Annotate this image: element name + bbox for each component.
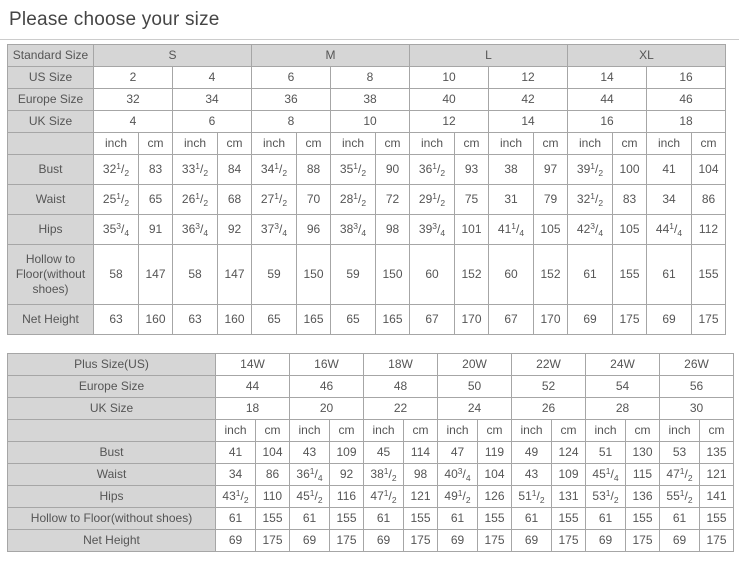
measurement-value-cell: 72 <box>376 185 410 215</box>
measurement-row-label: Hollow to Floor(without shoes) <box>8 245 94 305</box>
unit-cell: cm <box>297 133 331 155</box>
europe-size-cell: 38 <box>331 89 410 111</box>
measurement-value-cell: $36^1/_2$ <box>410 155 455 185</box>
measurement-value-cell: $27^1/_2$ <box>252 185 297 215</box>
measurement-value-cell: $32^1/_2$ <box>94 155 139 185</box>
measurement-value-cell: 43 <box>512 464 552 486</box>
measurement-value-cell: $29^1/_2$ <box>410 185 455 215</box>
measurement-value-cell: 86 <box>256 464 290 486</box>
measurement-value-cell: 155 <box>613 245 647 305</box>
measurement-value-cell: 92 <box>330 464 364 486</box>
uk-size-cell: 16 <box>568 111 647 133</box>
measurement-value-cell: 63 <box>94 305 139 335</box>
measurement-value-cell: 70 <box>297 185 331 215</box>
measurement-value-cell: $36^3/_4$ <box>173 215 218 245</box>
measurement-value-cell: 155 <box>330 508 364 530</box>
measurement-row-label: Hips <box>8 486 216 508</box>
measurement-row-label: Bust <box>8 442 216 464</box>
measurement-value-cell: 160 <box>218 305 252 335</box>
corner-cell <box>8 133 94 155</box>
measurement-value-cell: 175 <box>613 305 647 335</box>
measurement-value-cell: $47^1/_2$ <box>660 464 700 486</box>
europe-size-cell: 48 <box>364 376 438 398</box>
uk-size-row-label: UK Size <box>8 111 94 133</box>
measurement-value-cell: 175 <box>256 530 290 552</box>
us-size-cell: 16 <box>647 67 726 89</box>
measurement-value-cell: $34^1/_2$ <box>252 155 297 185</box>
size-chart-page <box>0 9 739 552</box>
europe-size-cell: 34 <box>173 89 252 111</box>
measurement-value-cell: 175 <box>692 305 726 335</box>
measurement-value-cell: $35^1/_2$ <box>331 155 376 185</box>
measurement-value-cell: 61 <box>568 245 613 305</box>
measurement-value-cell: 79 <box>534 185 568 215</box>
measurement-value-cell: 60 <box>410 245 455 305</box>
europe-size-cell: 52 <box>512 376 586 398</box>
uk-size-cell: 22 <box>364 398 438 420</box>
unit-cell: cm <box>218 133 252 155</box>
measurement-value-cell: 61 <box>647 245 692 305</box>
unit-cell: inch <box>568 133 613 155</box>
measurement-value-cell: 67 <box>489 305 534 335</box>
measurement-value-cell: 69 <box>568 305 613 335</box>
uk-size-cell: 24 <box>438 398 512 420</box>
measurement-value-cell: 65 <box>139 185 173 215</box>
measurement-value-cell: $26^1/_2$ <box>173 185 218 215</box>
unit-cell: cm <box>455 133 489 155</box>
measurement-row-label: Net Height <box>8 530 216 552</box>
measurement-value-cell: 105 <box>534 215 568 245</box>
measurement-value-cell: 115 <box>626 464 660 486</box>
uk-size-cell: 10 <box>331 111 410 133</box>
europe-size-cell: 42 <box>489 89 568 111</box>
unit-cell: cm <box>478 420 512 442</box>
size-group-cell: S <box>94 45 252 67</box>
measurement-value-cell: 155 <box>692 245 726 305</box>
europe-size-cell: 32 <box>94 89 173 111</box>
measurement-value-cell: 60 <box>489 245 534 305</box>
plus-size-cell: 18W <box>364 354 438 376</box>
unit-cell: inch <box>438 420 478 442</box>
measurement-value-cell: 69 <box>647 305 692 335</box>
plus-size-cell: 20W <box>438 354 512 376</box>
measurement-value-cell: 49 <box>512 442 552 464</box>
unit-cell: cm <box>376 133 410 155</box>
measurement-value-cell: 83 <box>613 185 647 215</box>
measurement-value-cell: 68 <box>218 185 252 215</box>
measurement-value-cell: $33^1/_2$ <box>173 155 218 185</box>
us-size-cell: 14 <box>568 67 647 89</box>
measurement-value-cell: $32^1/_2$ <box>568 185 613 215</box>
measurement-value-cell: 147 <box>218 245 252 305</box>
measurement-value-cell: 96 <box>297 215 331 245</box>
unit-cell: cm <box>139 133 173 155</box>
measurement-value-cell: 91 <box>139 215 173 245</box>
plus-size-table <box>7 353 734 552</box>
measurement-value-cell: 75 <box>455 185 489 215</box>
measurement-value-cell: 152 <box>455 245 489 305</box>
measurement-value-cell: $38^1/_2$ <box>364 464 404 486</box>
measurement-value-cell: 175 <box>330 530 364 552</box>
uk-size-cell: 28 <box>586 398 660 420</box>
measurement-row-label: Bust <box>8 155 94 185</box>
unit-cell: inch <box>94 133 139 155</box>
uk-size-cell: 30 <box>660 398 734 420</box>
europe-size-cell: 46 <box>290 376 364 398</box>
us-size-cell: 10 <box>410 67 489 89</box>
unit-cell: inch <box>364 420 404 442</box>
unit-cell: inch <box>410 133 455 155</box>
measurement-value-cell: 69 <box>364 530 404 552</box>
measurement-value-cell: 119 <box>478 442 512 464</box>
uk-size-cell: 14 <box>489 111 568 133</box>
measurement-value-cell: $47^1/_2$ <box>364 486 404 508</box>
us-size-row-label: US Size <box>8 67 94 89</box>
measurement-value-cell: 61 <box>290 508 330 530</box>
us-size-cell: 8 <box>331 67 410 89</box>
europe-size-cell: 44 <box>216 376 290 398</box>
measurement-value-cell: 155 <box>404 508 438 530</box>
measurement-value-cell: 147 <box>139 245 173 305</box>
uk-size-cell: 12 <box>410 111 489 133</box>
measurement-value-cell: $44^1/_4$ <box>647 215 692 245</box>
measurement-value-cell: $36^1/_4$ <box>290 464 330 486</box>
measurement-value-cell: 65 <box>252 305 297 335</box>
uk-size-cell: 26 <box>512 398 586 420</box>
measurement-value-cell: 31 <box>489 185 534 215</box>
corner-cell <box>8 420 216 442</box>
measurement-value-cell: 59 <box>252 245 297 305</box>
measurement-value-cell: $38^3/_4$ <box>331 215 376 245</box>
size-group-cell: L <box>410 45 568 67</box>
measurement-value-cell: 88 <box>297 155 331 185</box>
europe-size-cell: 46 <box>647 89 726 111</box>
measurement-value-cell: $39^1/_2$ <box>568 155 613 185</box>
measurement-value-cell: 160 <box>139 305 173 335</box>
measurement-value-cell: 69 <box>586 530 626 552</box>
unit-cell: inch <box>252 133 297 155</box>
plus-size-cell: 22W <box>512 354 586 376</box>
unit-cell: cm <box>692 133 726 155</box>
unit-cell: inch <box>512 420 552 442</box>
measurement-value-cell: 112 <box>692 215 726 245</box>
measurement-value-cell: 165 <box>297 305 331 335</box>
measurement-value-cell: 109 <box>330 442 364 464</box>
measurement-value-cell: 121 <box>700 464 734 486</box>
measurement-value-cell: 63 <box>173 305 218 335</box>
uk-size-cell: 18 <box>647 111 726 133</box>
measurement-value-cell: $25^1/_2$ <box>94 185 139 215</box>
plus-size-cell: 16W <box>290 354 364 376</box>
unit-cell: cm <box>552 420 586 442</box>
unit-cell: cm <box>256 420 290 442</box>
unit-cell: cm <box>613 133 647 155</box>
unit-cell: inch <box>489 133 534 155</box>
uk-size-cell: 4 <box>94 111 173 133</box>
measurement-value-cell: 69 <box>438 530 478 552</box>
unit-cell: cm <box>534 133 568 155</box>
measurement-value-cell: 67 <box>410 305 455 335</box>
measurement-value-cell: 135 <box>700 442 734 464</box>
measurement-value-cell: $39^3/_4$ <box>410 215 455 245</box>
measurement-value-cell: 61 <box>586 508 626 530</box>
measurement-value-cell: 41 <box>647 155 692 185</box>
measurement-value-cell: 97 <box>534 155 568 185</box>
unit-cell: inch <box>647 133 692 155</box>
measurement-value-cell: 90 <box>376 155 410 185</box>
measurement-value-cell: 155 <box>552 508 586 530</box>
measurement-value-cell: 69 <box>660 530 700 552</box>
measurement-value-cell: 121 <box>404 486 438 508</box>
measurement-value-cell: 131 <box>552 486 586 508</box>
measurement-value-cell: $40^3/_4$ <box>438 464 478 486</box>
uk-size-cell: 20 <box>290 398 364 420</box>
measurement-value-cell: $55^1/_2$ <box>660 486 700 508</box>
europe-size-cell: 56 <box>660 376 734 398</box>
measurement-value-cell: $37^3/_4$ <box>252 215 297 245</box>
measurement-value-cell: 61 <box>364 508 404 530</box>
measurement-value-cell: $45^1/_4$ <box>586 464 626 486</box>
uk-size-cell: 6 <box>173 111 252 133</box>
measurement-value-cell: 155 <box>478 508 512 530</box>
measurement-value-cell: $35^3/_4$ <box>94 215 139 245</box>
europe-size-cell: 40 <box>410 89 489 111</box>
measurement-value-cell: $51^1/_2$ <box>512 486 552 508</box>
uk-size-row-label: UK Size <box>8 398 216 420</box>
measurement-value-cell: 165 <box>376 305 410 335</box>
measurement-row-label: Hollow to Floor(without shoes) <box>8 508 216 530</box>
measurement-value-cell: 53 <box>660 442 700 464</box>
title-divider <box>0 39 739 40</box>
measurement-value-cell: $45^1/_2$ <box>290 486 330 508</box>
measurement-value-cell: 58 <box>94 245 139 305</box>
measurement-value-cell: 61 <box>438 508 478 530</box>
europe-size-cell: 36 <box>252 89 331 111</box>
measurement-value-cell: 175 <box>552 530 586 552</box>
measurement-value-cell: $41^1/_4$ <box>489 215 534 245</box>
europe-size-cell: 44 <box>568 89 647 111</box>
uk-size-cell: 18 <box>216 398 290 420</box>
unit-cell: inch <box>331 133 376 155</box>
measurement-value-cell: 58 <box>173 245 218 305</box>
measurement-value-cell: 92 <box>218 215 252 245</box>
measurement-value-cell: 93 <box>455 155 489 185</box>
plus-size-cell: 26W <box>660 354 734 376</box>
measurement-row-label: Waist <box>8 185 94 215</box>
measurement-value-cell: 61 <box>512 508 552 530</box>
measurement-value-cell: 155 <box>256 508 290 530</box>
measurement-value-cell: 150 <box>297 245 331 305</box>
unit-cell: cm <box>330 420 364 442</box>
measurement-value-cell: 110 <box>256 486 290 508</box>
measurement-value-cell: 98 <box>376 215 410 245</box>
europe-size-row-label: Europe Size <box>8 376 216 398</box>
standard-size-row-label: Standard Size <box>8 45 94 67</box>
measurement-value-cell: 109 <box>552 464 586 486</box>
us-size-cell: 12 <box>489 67 568 89</box>
measurement-value-cell: 116 <box>330 486 364 508</box>
us-size-cell: 2 <box>94 67 173 89</box>
measurement-value-cell: 84 <box>218 155 252 185</box>
measurement-value-cell: 38 <box>489 155 534 185</box>
size-group-cell: M <box>252 45 410 67</box>
measurement-value-cell: 114 <box>404 442 438 464</box>
measurement-value-cell: 141 <box>700 486 734 508</box>
measurement-value-cell: 51 <box>586 442 626 464</box>
unit-cell: inch <box>173 133 218 155</box>
measurement-value-cell: 45 <box>364 442 404 464</box>
europe-size-row-label: Europe Size <box>8 89 94 111</box>
measurement-value-cell: 175 <box>404 530 438 552</box>
measurement-row-label: Hips <box>8 215 94 245</box>
measurement-value-cell: 43 <box>290 442 330 464</box>
measurement-value-cell: 41 <box>216 442 256 464</box>
measurement-value-cell: 69 <box>216 530 256 552</box>
measurement-value-cell: 150 <box>376 245 410 305</box>
measurement-value-cell: 155 <box>626 508 660 530</box>
measurement-value-cell: 104 <box>692 155 726 185</box>
measurement-value-cell: 59 <box>331 245 376 305</box>
us-size-cell: 6 <box>252 67 331 89</box>
measurement-value-cell: 126 <box>478 486 512 508</box>
uk-size-cell: 8 <box>252 111 331 133</box>
plus-size-row-label: Plus Size(US) <box>8 354 216 376</box>
us-size-cell: 4 <box>173 67 252 89</box>
measurement-value-cell: 175 <box>700 530 734 552</box>
measurement-value-cell: 136 <box>626 486 660 508</box>
measurement-value-cell: $49^1/_2$ <box>438 486 478 508</box>
measurement-value-cell: 105 <box>613 215 647 245</box>
measurement-value-cell: 34 <box>216 464 256 486</box>
measurement-value-cell: 175 <box>478 530 512 552</box>
europe-size-cell: 50 <box>438 376 512 398</box>
plus-size-cell: 14W <box>216 354 290 376</box>
measurement-value-cell: 124 <box>552 442 586 464</box>
measurement-value-cell: 34 <box>647 185 692 215</box>
unit-cell: inch <box>586 420 626 442</box>
measurement-value-cell: 86 <box>692 185 726 215</box>
measurement-value-cell: 170 <box>455 305 489 335</box>
measurement-value-cell: $43^1/_2$ <box>216 486 256 508</box>
measurement-value-cell: 104 <box>478 464 512 486</box>
unit-cell: cm <box>700 420 734 442</box>
measurement-value-cell: 170 <box>534 305 568 335</box>
size-group-cell: XL <box>568 45 726 67</box>
measurement-value-cell: 155 <box>700 508 734 530</box>
measurement-value-cell: 101 <box>455 215 489 245</box>
page-title: Please choose your size <box>9 9 220 30</box>
measurement-value-cell: $42^3/_4$ <box>568 215 613 245</box>
measurement-value-cell: $28^1/_2$ <box>331 185 376 215</box>
measurement-value-cell: 69 <box>290 530 330 552</box>
measurement-value-cell: 152 <box>534 245 568 305</box>
measurement-value-cell: 61 <box>216 508 256 530</box>
measurement-row-label: Net Height <box>8 305 94 335</box>
unit-cell: inch <box>660 420 700 442</box>
measurement-value-cell: 100 <box>613 155 647 185</box>
unit-cell: inch <box>290 420 330 442</box>
measurement-value-cell: 130 <box>626 442 660 464</box>
europe-size-cell: 54 <box>586 376 660 398</box>
measurement-value-cell: 47 <box>438 442 478 464</box>
measurement-value-cell: 69 <box>512 530 552 552</box>
unit-cell: inch <box>216 420 256 442</box>
measurement-value-cell: 65 <box>331 305 376 335</box>
standard-size-table <box>7 44 726 335</box>
measurement-value-cell: $53^1/_2$ <box>586 486 626 508</box>
measurement-value-cell: 61 <box>660 508 700 530</box>
unit-cell: cm <box>626 420 660 442</box>
measurement-value-cell: 83 <box>139 155 173 185</box>
measurement-value-cell: 175 <box>626 530 660 552</box>
unit-cell: cm <box>404 420 438 442</box>
measurement-row-label: Waist <box>8 464 216 486</box>
plus-size-cell: 24W <box>586 354 660 376</box>
measurement-value-cell: 104 <box>256 442 290 464</box>
measurement-value-cell: 98 <box>404 464 438 486</box>
